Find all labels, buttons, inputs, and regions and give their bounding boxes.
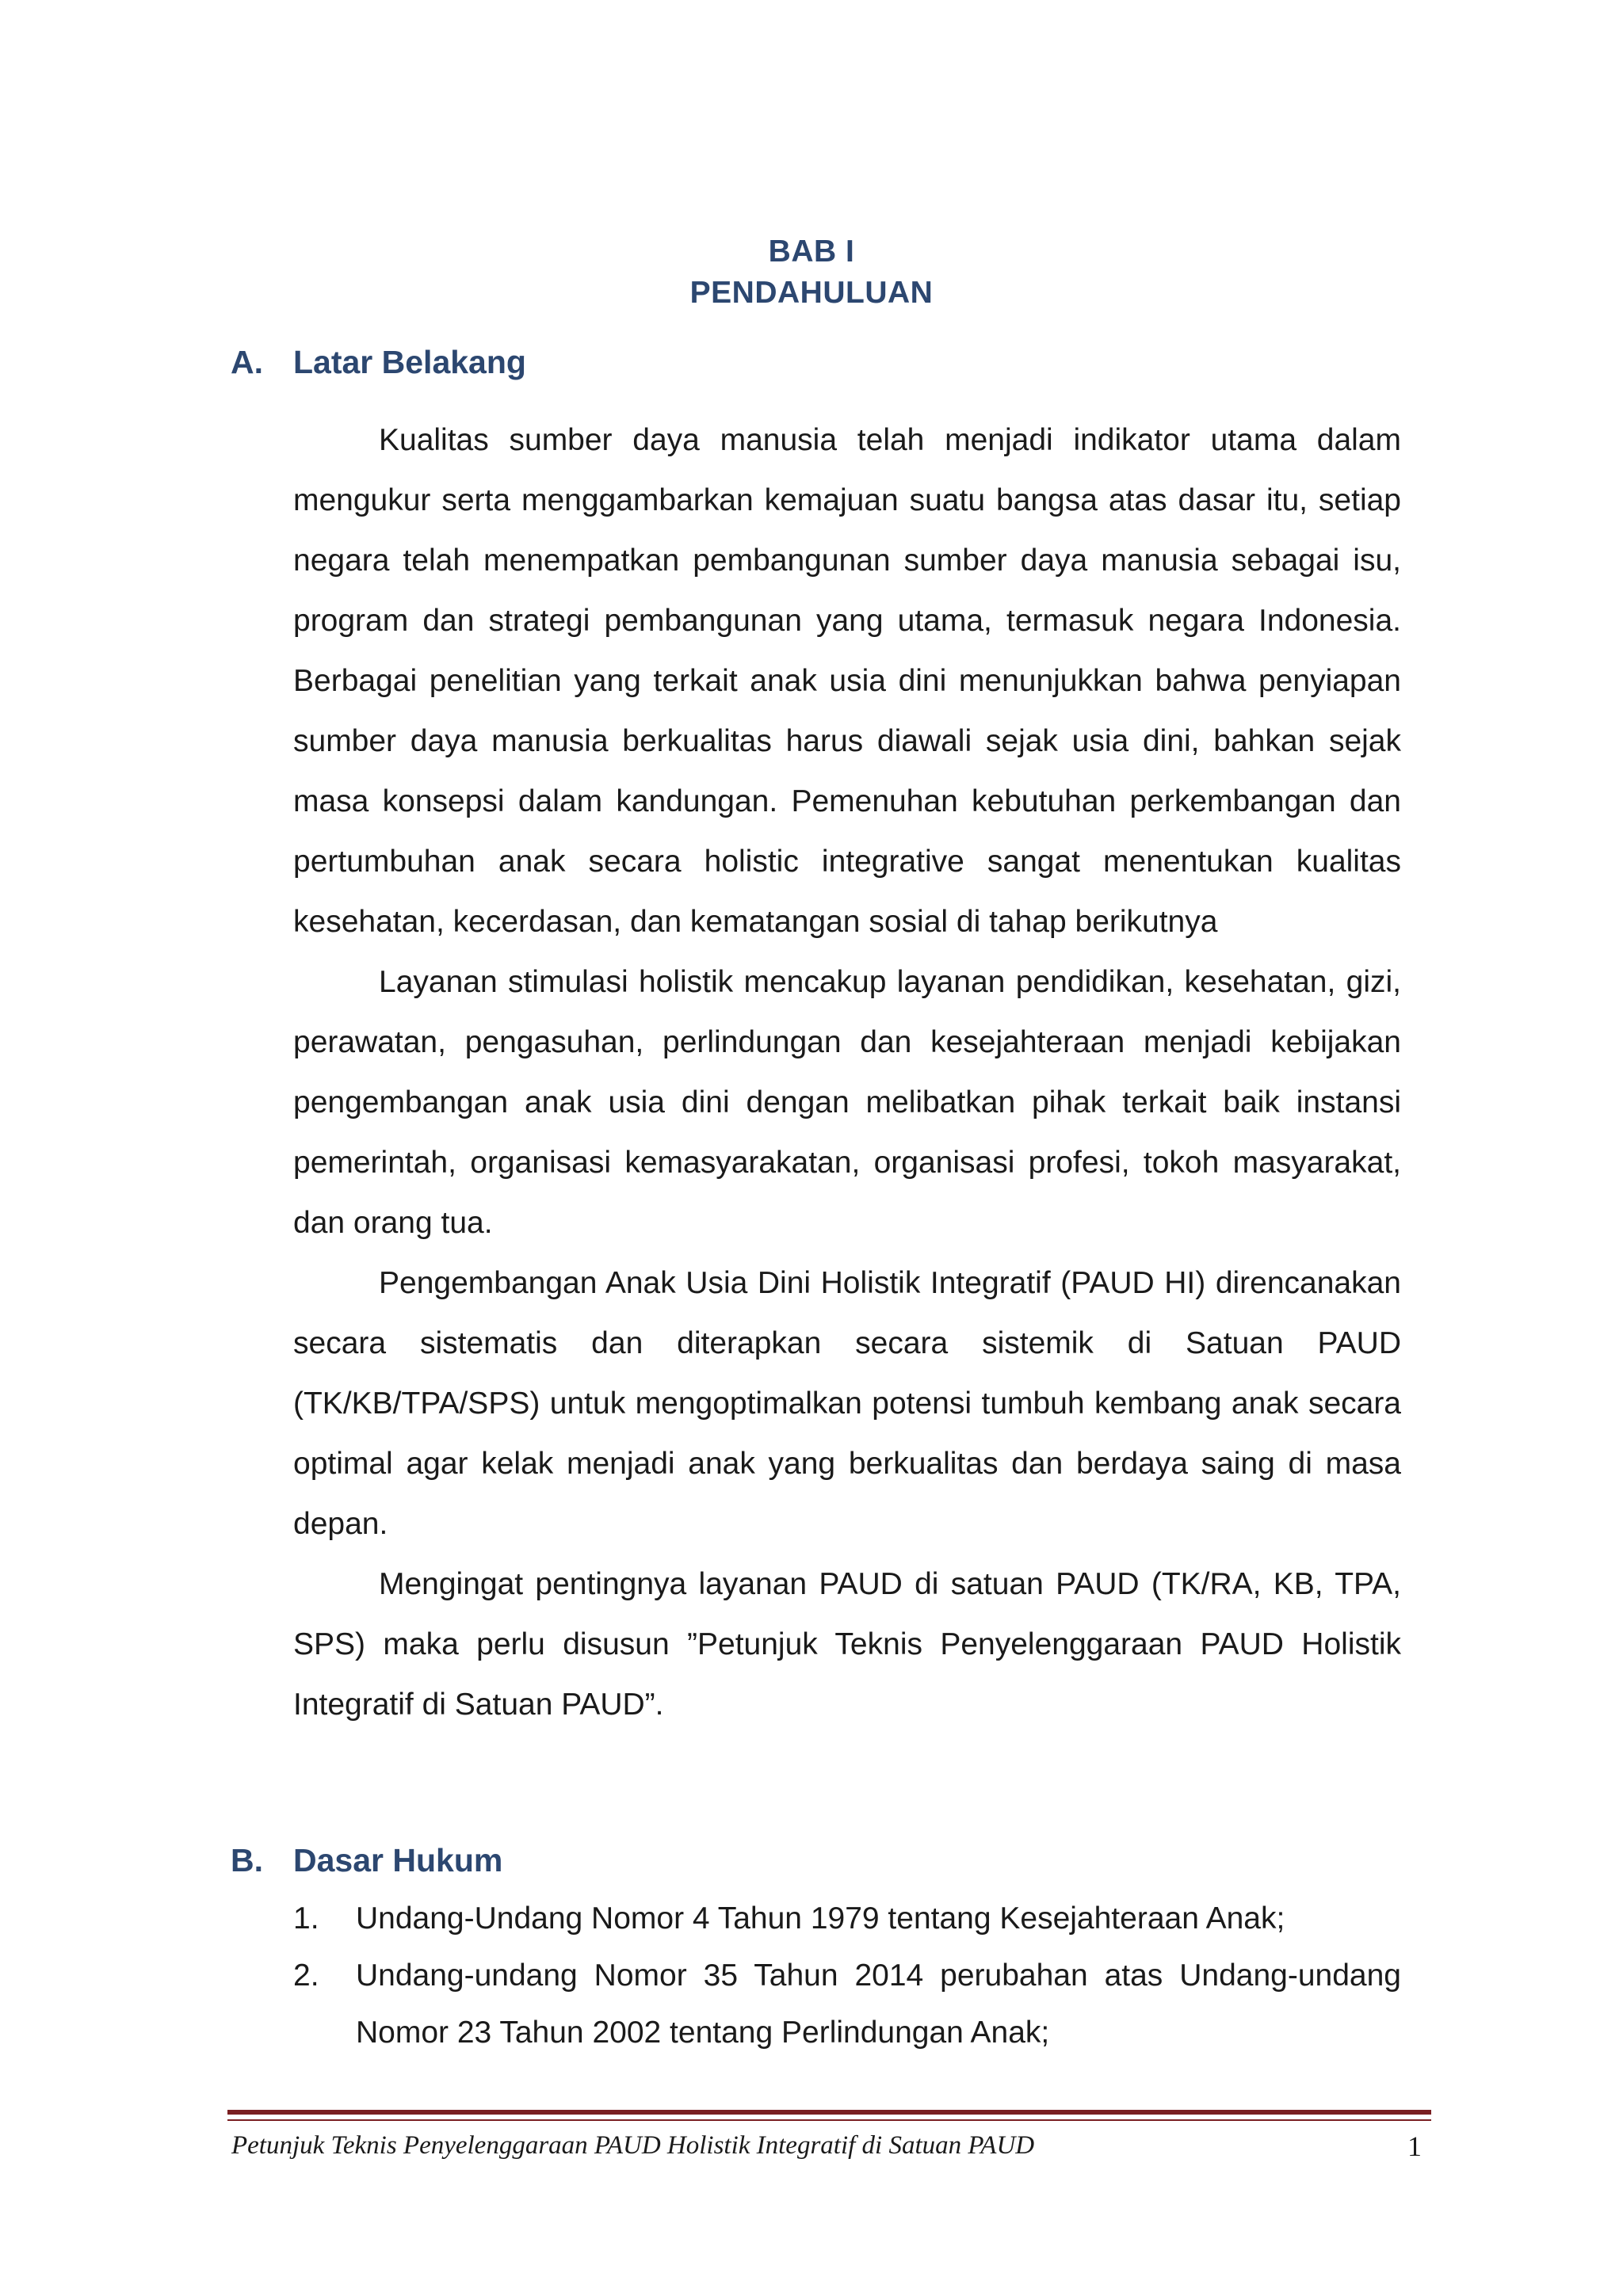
list-item [293,1890,1401,1947]
list-item [293,1947,1401,2061]
footer-title: Petunjuk Teknis Penyelenggaraan PAUD Holistik Integratif di Satuan PAUD [231,2131,1035,2160]
list-number: 2. [293,1958,319,1993]
list-item-text: Undang-undang Nomor 35 Tahun 2014 perubahan atas Undang-undang Nomor 23 Tahun 2002 tentang Perlindungan Anak; [356,1958,1401,2050]
paragraph: Pengembangan Anak Usia Dini Holistik Integratif (PAUD HI) direncanakan secara sistematis dan diterapkan secara sistemik di Satuan PAUD (TK/KB/TPA/SPS) untuk mengoptimalkan potensi tumbuh kembang anak secara optimal agar kelak menjadi anak yang berkualitas dan berdaya saing di masa depan. [293,1266,1401,1541]
paragraph: Kualitas sumber daya manusia telah menjadi indikator utama dalam mengukur serta menggambarkan kemajuan suatu bangsa atas dasar itu, setiap negara telah menempatkan pembangunan sumber daya manusia sebagai isu, program dan strategi pembangunan yang utama, termasuk negara Indonesia. Berbagai penelitian yang terkait anak usia dini menunjukkan bahwa penyiapan sumber daya manusia berkualitas harus diawali sejak usia dini, bahkan sejak masa konsepsi dalam kandungan. Pemenuhan kebutuhan perkembangan dan pertumbuhan anak secara holistic integrative sangat menentukan kualitas kesehatan, kecerdasan, dan kematangan sosial di tahap berikutnya [293,423,1401,939]
section-title: Latar Belakang [293,344,526,380]
section-letter: B. [231,1842,263,1878]
section-heading-b [231,1842,502,1879]
page-number: 1 [1407,2130,1422,2162]
section-heading-a [231,344,526,381]
paragraph: Layanan stimulasi holistik mencakup layanan pendidikan, kesehatan, gizi, perawatan, pengasuhan, perlindungan dan kesejahteraan menjadi kebijakan pengembangan anak usia dini dengan melibatkan pihak terkait baik instansi pemerintah, organisasi kemasyarakatan, organisasi profesi, tokoh masyarakat, dan orang tua. [293,965,1401,1240]
section-letter: A. [231,344,263,380]
list-item-text: Undang-Undang Nomor 4 Tahun 1979 tentang Kesejahteraan Anak; [356,1901,1285,1936]
footer-rule-thin [227,2119,1431,2121]
section-title: Dasar Hukum [293,1842,503,1878]
paragraph: Mengingat pentingnya layanan PAUD di satuan PAUD (TK/RA, KB, TPA, SPS) maka perlu disusun ”Petunjuk Teknis Penyelenggaraan PAUD Holistik Integratif di Satuan PAUD”. [293,1567,1401,1722]
chapter-number: BAB I [768,235,855,269]
footer-rule [227,2110,1431,2115]
legal-basis-list [293,1890,1401,2061]
section-a-body [293,410,1401,1735]
chapter-title: PENDAHULUAN [689,276,934,310]
list-number: 1. [293,1901,319,1936]
